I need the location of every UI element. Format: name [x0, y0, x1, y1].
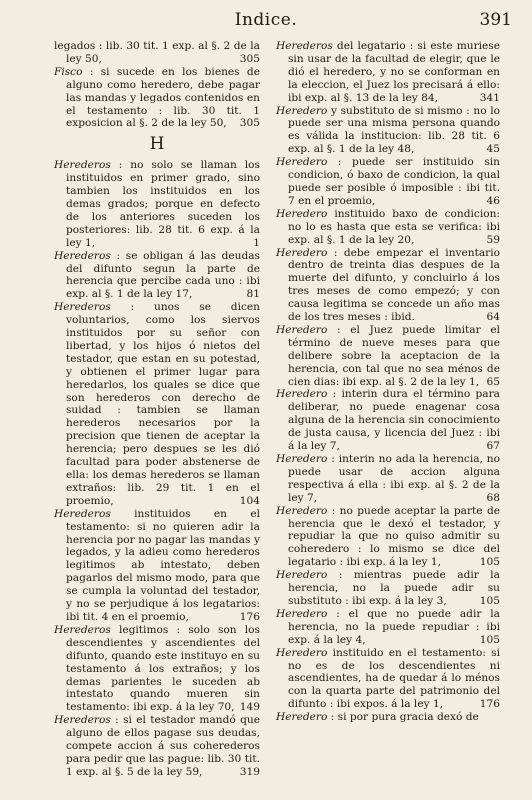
entry-page-ref: 176: [239, 610, 260, 623]
entry-text: : interin dura el término para deliberar, no puede enagenar cosa alguna de la herencia sin conocimiento de justa causa, y licencia del Juez : ibi á la ley 7,: [288, 388, 501, 453]
index-entry: [276, 647, 500, 712]
entry-text: : puede ser instituido sin condicion, ó baxo de condicion, la qual puede ser posible ó imposible : ibi tit. 7 en el proemio,: [288, 156, 500, 207]
entry-headword: Heredero: [276, 711, 328, 724]
entry-page-ref: 305: [239, 117, 260, 130]
entry-headword: Heredero: [276, 207, 328, 220]
index-entry: [54, 624, 260, 714]
entry-page-ref: 64: [486, 311, 500, 324]
index-entry: [54, 508, 260, 624]
entry-text: instituido baxo de condicion: no lo es hasta que esta se verifica: ibi exp. al §. 1 de la ley 20,: [288, 207, 501, 246]
entry-text: : no puede aceptar la parte de herencia que le dexó el testador, y repudiar la que no quiso admitir su coheredero : lo mismo se dice del legatario : ibi exp. á la ley 1,: [288, 504, 500, 569]
index-entry: [276, 247, 500, 324]
page-number: 391: [479, 10, 512, 30]
entry-headword: Herederos: [54, 301, 111, 314]
entry-text: : no solo se llaman los instituidos en primer grado, sino tambien los instituidos en los demas grados; porque en defecto de los anteriores suceden los posteriores: lib. 28 tit. 6 exp. á la ley 1,: [66, 159, 260, 249]
entry-text: : interin no ada la herencia, no puede usar de accion alguna respectiva á ella : ibi exp. al §. 2 de la ley 7,: [288, 453, 500, 504]
index-entry: [276, 569, 500, 608]
index-entry: [54, 66, 260, 131]
index-entry: [276, 505, 500, 570]
entry-text: legitimos : solo son los descendientes y ascendientes del difunto, quando este instituyo en su testamento á los extraños; y los demas parientes le suceden ab intestato quando mueren sin testamento: ibi exp. á la ley 70,: [66, 623, 260, 714]
entry-page-ref: 305: [239, 52, 260, 65]
right-entries: [276, 40, 500, 724]
right-column: [276, 40, 500, 724]
index-entry: [276, 40, 500, 105]
index-entry: [54, 714, 260, 779]
page-header: [0, 6, 532, 36]
entry-page-ref: 81: [246, 288, 260, 301]
index-entry: [276, 105, 500, 157]
index-entry: [276, 453, 500, 505]
entry-text: : debe empezar el inventario dentro de treinta dias despues de la muerte del difunto, y concluirlo á los tres meses de como empezó; y con causa legitima se concede un año mas de los tres meses : ibid.: [288, 246, 500, 324]
entry-page-ref: 105: [479, 594, 500, 607]
entry-page-ref: 68: [486, 491, 500, 504]
entry-text: : si el testador mandó que alguno de ellos pagase sus deudas, compete accion á sus coherederos para pedir que las pague: lib. 30 tit. 1 exp. al §. 5 de la ley 59,: [66, 714, 260, 778]
entry-text: : el Juez puede limitar el término de nueve meses para que delibere sobre la aceptacion de la herencia, con tal que no sea ménos de cien dias: ibi exp. al §. 2 de la ley 1,: [288, 323, 500, 388]
entry-text: del legatario : si este muriese sin usar de la facultad de elegir, que le dió el heredero, y no se conforman en la eleccion, el Juez los precisará á ello: ibi exp. al §. 13 de la ley 84,: [288, 40, 500, 104]
entry-text: : el que no puede adir la herencia, no la puede repudiar : ibi exp. á la ley 4,: [288, 607, 500, 646]
entry-headword: Herederos: [54, 623, 111, 636]
index-entry: [276, 156, 500, 208]
index-entry: [54, 159, 260, 249]
entry-text: : si por pura gracia dexó de: [330, 711, 479, 724]
entry-headword: Herederos: [276, 40, 333, 52]
entry-page-ref: 59: [486, 233, 500, 246]
entry-page-ref: 46: [486, 194, 500, 207]
entry-headword: Herederos: [54, 714, 111, 727]
entry-page-ref: 319: [239, 765, 260, 778]
index-entry: [276, 324, 500, 389]
index-entry: [276, 711, 500, 724]
entry-page-ref: 105: [479, 556, 500, 569]
entry-headword: Herederos: [54, 507, 111, 520]
entry-text: : mientras puede adir la herencia, no la puede adir su substituto : ibi exp. á la ley 3,: [288, 569, 500, 607]
index-entry: [54, 250, 260, 302]
entry-headword: Heredero: [276, 246, 328, 259]
entry-headword: Fisco: [54, 65, 83, 78]
left-entries-h: [54, 159, 260, 779]
entry-text: : unos se dicen voluntarios, como los siervos instituidos por su señor con libertad, y los hijos ó nietos del testador, que estan en su potestad, y obtienen el primer lugar para heredarlos, los quales se dice que son herederos con derecho de suidad : tambien se llaman herederos necesarios por la precision que tienen de aceptar la herencia; pero despues se les dió facultad para poder abstenerse de ella: los demas herederos se llaman extraños: lib. 29 tit. 1 en el proemio,: [66, 301, 260, 507]
left-entries-top: [54, 40, 260, 130]
entry-text: : se obligan á las deudas del difunto segun la parte de herencia que percibe cada uno : ibi exp. al §. 1 de la ley 17,: [66, 249, 260, 301]
entry-text: y substituto de si mismo : no lo puede ser una misma persona quando es válida la institucion: lib. 28 tit. 6 exp. al §. 1 de la ley 48,: [288, 104, 500, 156]
left-column: [54, 40, 260, 779]
section-letter: H: [149, 134, 165, 155]
entry-headword: Heredero: [276, 156, 328, 169]
running-title: Indice.: [234, 10, 298, 30]
entry-page-ref: 45: [486, 143, 500, 156]
entry-page-ref: 149: [239, 701, 260, 714]
index-entry: [276, 608, 500, 647]
entry-page-ref: 1: [253, 236, 260, 249]
entry-text: instituido en el testamento: si no es de los descendientes ni ascendientes, ha de quedar á lo ménos con la quarta parte del patrimonio del difunto : ibi expos. á la ley 1,: [288, 646, 501, 711]
entry-headword: Heredero: [276, 323, 328, 336]
entry-headword: Heredero: [276, 388, 328, 401]
index-entry: [54, 301, 260, 508]
entry-headword: Heredero: [276, 607, 328, 620]
entry-text: legados : lib. 30 tit. 1 exp. al §. 2 de la ley 50,: [54, 40, 260, 65]
entry-headword: Herederos: [54, 159, 111, 172]
index-entry: [54, 40, 260, 66]
entry-text: : si sucede en los bienes de alguno como heredero, debe pagar las mandas y legados contenidos en el testamento : lib. 30 tit. 1 exposicion al §. 2 de la ley 50,: [66, 65, 260, 130]
entry-headword: Heredero: [276, 453, 328, 465]
entry-headword: Heredero: [276, 504, 328, 517]
entry-page-ref: 104: [239, 494, 260, 507]
entry-headword: Heredero: [276, 569, 328, 582]
entry-page-ref: 176: [479, 698, 500, 711]
entry-page-ref: 105: [479, 633, 500, 646]
entry-page-ref: 341: [479, 91, 500, 104]
entry-page-ref: 65: [486, 375, 500, 388]
entry-text: instituidos en el testamento: si no quieren adir la herencia por no pagar las mandas y legados, y la adieu como herederos legitimos ab intestato, deben pagarlos del mismo modo, para que se cumpla la voluntad del testador, y no se perjudique á los legatarios: ibi tit. 4 en el proemio,: [66, 507, 260, 623]
entry-headword: Heredero: [276, 646, 328, 659]
index-entry: [276, 208, 500, 247]
entry-headword: Herederos: [54, 249, 111, 262]
index-entry: [276, 388, 500, 453]
entry-headword: Heredero: [276, 104, 328, 117]
entry-page-ref: 67: [486, 440, 500, 453]
